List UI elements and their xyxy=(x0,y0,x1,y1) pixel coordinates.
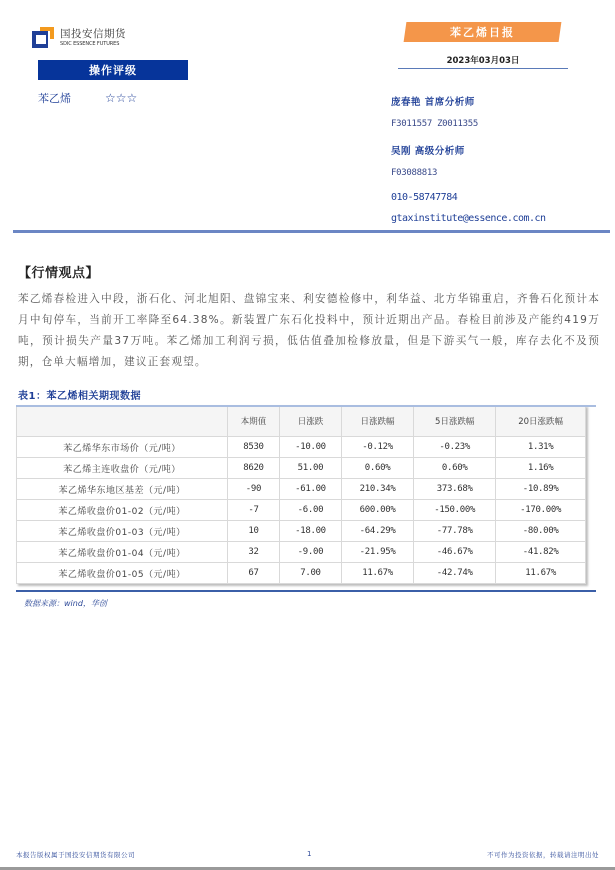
report-type-label: 苯乙烯日报 xyxy=(450,26,515,39)
rating-row xyxy=(38,90,137,106)
cell-20d-pct: 11.67% xyxy=(496,563,586,584)
table-bottom-divider xyxy=(16,590,596,592)
rating-product: 苯乙烯 xyxy=(38,92,71,105)
table-header: 日涨跌幅 xyxy=(342,406,414,437)
table-row xyxy=(17,479,586,500)
cell-current: 8530 xyxy=(228,437,280,458)
cell-20d-pct: -10.89% xyxy=(496,479,586,500)
market-view-title: 【行情观点】 xyxy=(18,266,100,281)
cell-current: -90 xyxy=(228,479,280,500)
header-divider xyxy=(13,230,610,233)
company-logo xyxy=(32,25,126,51)
cell-current: 67 xyxy=(228,563,280,584)
cell-daily-change: -61.00 xyxy=(279,479,341,500)
report-type-tag xyxy=(404,22,562,42)
cell-daily-change: 7.00 xyxy=(279,563,341,584)
cell-daily-pct: 11.67% xyxy=(342,563,414,584)
data-table-container xyxy=(16,405,586,584)
table-row xyxy=(17,437,586,458)
footer-disclaimer: 不可作为投资依据，转载请注明出处 xyxy=(487,851,599,859)
row-label: 苯乙烯收盘价01-02（元/吨） xyxy=(17,500,228,521)
contact-email[interactable]: gtaxinstitute@essence.com.cn xyxy=(391,213,546,224)
row-label: 苯乙烯主连收盘价（元/吨） xyxy=(17,458,228,479)
analyst-1-name: 庞春艳 首席分析师 xyxy=(391,97,475,108)
row-label: 苯乙烯华东市场价（元/吨） xyxy=(17,437,228,458)
analyst-2-code: F03088813 xyxy=(391,168,438,178)
contact-phone: 010-58747784 xyxy=(391,192,458,203)
cell-5d-pct: 0.60% xyxy=(414,458,496,479)
logo-name-cn: 国投安信期货 xyxy=(60,28,126,41)
table-header: 日涨跌 xyxy=(279,406,341,437)
table-header: 20日涨跌幅 xyxy=(496,406,586,437)
logo-mark-icon xyxy=(32,27,54,49)
table-row xyxy=(17,458,586,479)
cell-current: 10 xyxy=(228,521,280,542)
table-header: 本期值 xyxy=(228,406,280,437)
cell-current: -7 xyxy=(228,500,280,521)
cell-current: 32 xyxy=(228,542,280,563)
cell-daily-pct: 600.00% xyxy=(342,500,414,521)
cell-daily-change: 51.00 xyxy=(279,458,341,479)
cell-daily-pct: -21.95% xyxy=(342,542,414,563)
cell-daily-change: -6.00 xyxy=(279,500,341,521)
row-label: 苯乙烯华东地区基差（元/吨） xyxy=(17,479,228,500)
row-label: 苯乙烯收盘价01-04（元/吨） xyxy=(17,542,228,563)
report-date: 2023年03月03日 xyxy=(446,56,520,66)
table-row xyxy=(17,500,586,521)
rating-bar: 操作评级 xyxy=(38,60,188,80)
table-row xyxy=(17,563,586,584)
cell-daily-pct: 210.34% xyxy=(342,479,414,500)
market-view-text: 苯乙烯春检进入中段，浙石化、河北旭阳、盘锦宝来、利安德检修中，利华益、北方华锦重启，齐鲁石化预计本月中旬停车，当前开工率降至64.38%。新装置广东石化投料中，预计近期出产品。春检目前涉及产能约419万吨，预计损失产量37万吨。苯乙烯加工利润亏损，低估值叠加检修放量，但是下游买气一般，库存去化不及预期，仓单大幅增加，建议正套观望。 xyxy=(18,293,600,368)
cell-5d-pct: -42.74% xyxy=(414,563,496,584)
cell-20d-pct: -170.00% xyxy=(496,500,586,521)
cell-5d-pct: -46.67% xyxy=(414,542,496,563)
date-divider xyxy=(398,68,568,69)
cell-daily-change: -9.00 xyxy=(279,542,341,563)
cell-5d-pct: -0.23% xyxy=(414,437,496,458)
cell-20d-pct: -80.00% xyxy=(496,521,586,542)
cell-20d-pct: 1.31% xyxy=(496,437,586,458)
table-row xyxy=(17,542,586,563)
cell-daily-pct: -0.12% xyxy=(342,437,414,458)
page-number: 1 xyxy=(307,850,312,858)
cell-5d-pct: -77.78% xyxy=(414,521,496,542)
star-rating-icon: ☆☆☆ xyxy=(105,91,138,105)
table-header xyxy=(17,406,228,437)
row-label: 苯乙烯收盘价01-03（元/吨） xyxy=(17,521,228,542)
cell-5d-pct: -150.00% xyxy=(414,500,496,521)
cell-daily-pct: -64.29% xyxy=(342,521,414,542)
cell-current: 8620 xyxy=(228,458,280,479)
table-row xyxy=(17,521,586,542)
table-header: 5日涨跌幅 xyxy=(414,406,496,437)
analyst-2-name: 吴刚 高级分析师 xyxy=(391,146,465,157)
table-header-row xyxy=(17,406,586,437)
cell-daily-change: -18.00 xyxy=(279,521,341,542)
data-source: 数据来源：wind，华创 xyxy=(24,599,107,608)
cell-20d-pct: 1.16% xyxy=(496,458,586,479)
cell-5d-pct: 373.68% xyxy=(414,479,496,500)
cell-20d-pct: -41.82% xyxy=(496,542,586,563)
row-label: 苯乙烯收盘价01-05（元/吨） xyxy=(17,563,228,584)
data-table xyxy=(16,405,586,584)
table-top-divider xyxy=(16,405,596,407)
footer-copyright: 本报告版权属于国投安信期货有限公司 xyxy=(16,851,135,859)
cell-daily-change: -10.00 xyxy=(279,437,341,458)
cell-daily-pct: 0.60% xyxy=(342,458,414,479)
analyst-1-code: F3011557 Z0011355 xyxy=(391,119,479,129)
table-title: 表1：苯乙烯相关期现数据 xyxy=(18,391,141,402)
logo-name-en: SDIC ESSENCE FUTURES xyxy=(60,40,120,47)
